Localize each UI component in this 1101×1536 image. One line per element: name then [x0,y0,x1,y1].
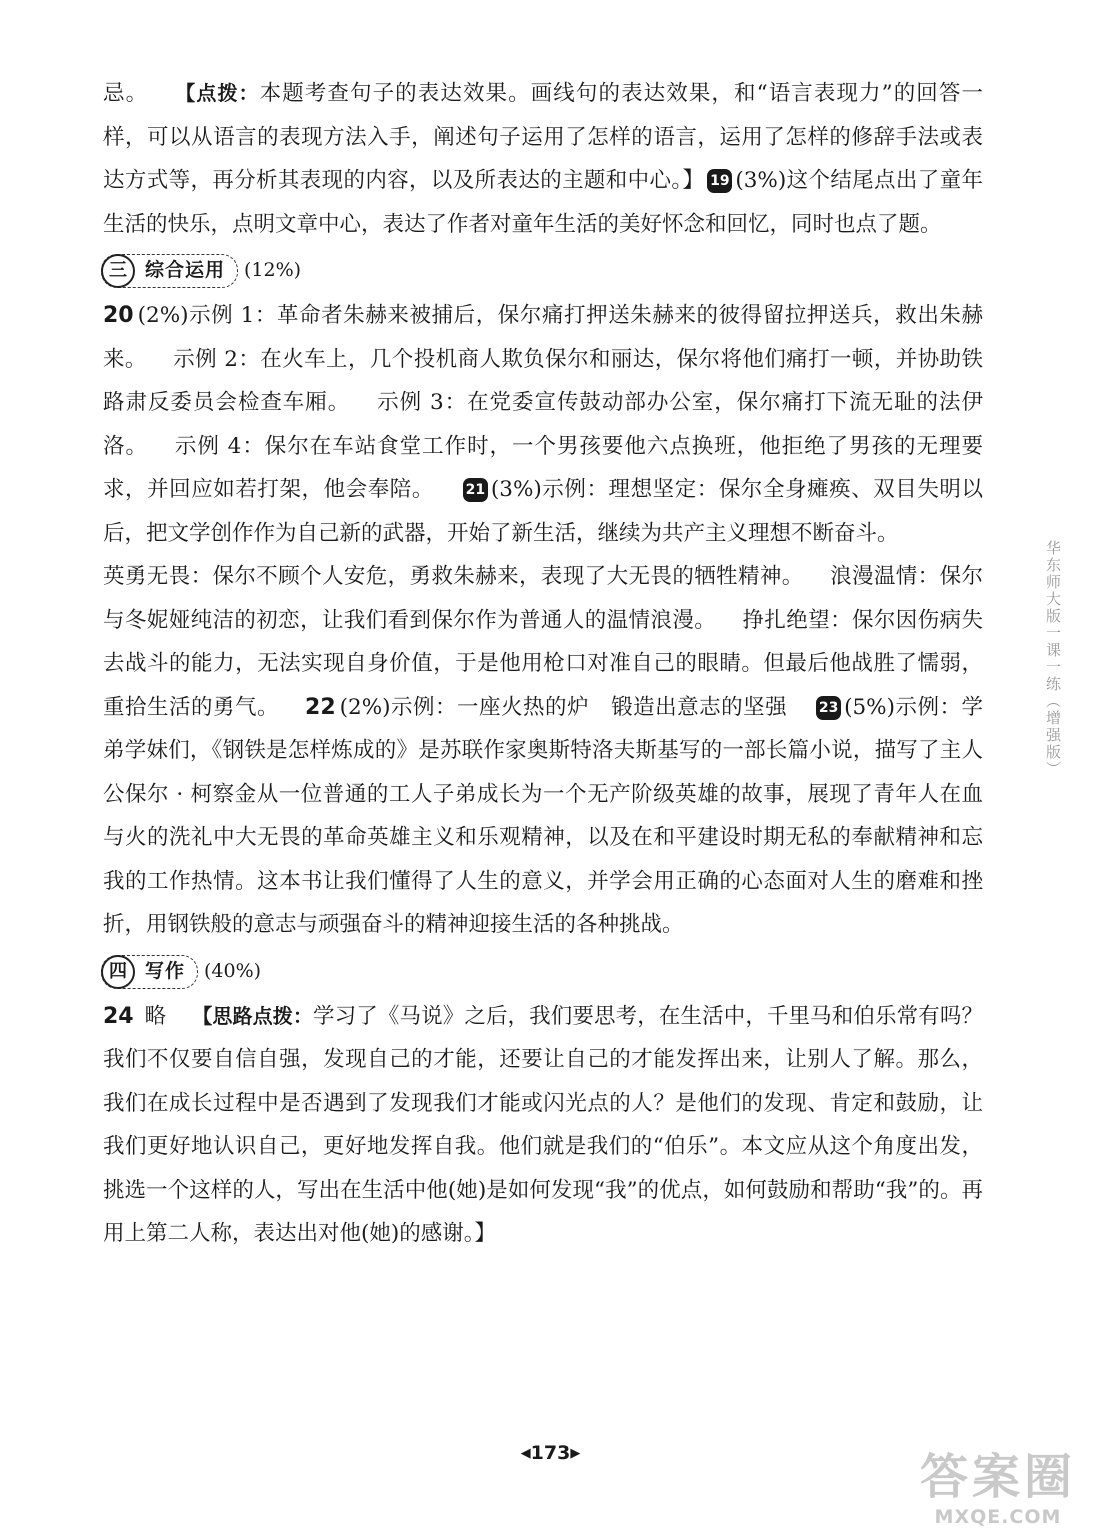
question-number: 24 [103,1003,134,1029]
question-number-badge: 21 [463,478,488,502]
hint-label: 【思路点拨： [192,1003,314,1028]
q22-answer-text: (2%)示例：一座火热的炉 锻造出意志的坚强 [339,694,788,720]
question-number-badge: 19 [707,169,732,193]
q20-example-3: 示例 3：在党委宣传鼓动部办公室，保尔痛打下流无耻的法伊洛。 [103,390,983,459]
section-number-circle: 四 [101,955,135,989]
section-title: 写作 [145,959,186,982]
watermark [903,1448,1093,1532]
question-number: 20 [103,303,134,328]
q23-answer-text: (5%)示例：学弟学妹们，《钢铁是怎样炼成的》是苏联作家奥斯特洛夫斯基写的一部长篇小说，描写了主人公保尔 · 柯察金从一位普通的工人子弟成长为一个无产阶级英雄的故事，展现了青年人在血与火的洗礼中大无畏的革命英雄主义和乐观精神，以及在和平建设时期无私的奉献精神和忘我的工作热情。这本书让我们懂得了人生的意义，并学会用正确的心态面对人生的磨难和挫折，用钢铁般的意志与顽强奋斗的精神迎接生活的各种挑战。 [103,694,983,937]
section-header-3 [101,248,983,294]
q18-tail-text: 忌。 [103,81,149,106]
question-number: 22 [305,694,336,720]
answer-block-q20-q21 [103,294,983,555]
answer-block-q21-q23 [103,555,983,947]
q21-answer-text: (3%)示例：理想坚定：保尔全身瘫痪、双目失明以后，把文学创作作为自己新的武器，开始了新生活，继续为共产主义理想不断奋斗。 [103,477,983,546]
right-triangle-icon: ▶ [570,1446,581,1461]
watermark-url: MXQE.COM [934,1506,1062,1528]
section-score: (40%) [204,959,262,982]
q24-answer: 略 [144,1003,167,1029]
question-number-badge: 23 [816,696,841,720]
left-triangle-icon: ◀ [520,1446,531,1461]
q21-answer-text-2: 英勇无畏：保尔不顾个人安危，勇救朱赫来，表现了大无畏的牺牲精神。 [103,564,804,589]
section-score: (12%) [244,259,302,282]
side-book-title: 华东师大版一课一练（增强版） [1044,540,1062,778]
q20-example-1: 示例 1：革命者朱赫来被捕后，保尔痛打押送朱赫来的彼得留拉押送兵，救出朱赫来。 [103,303,983,372]
q19-answer-text: (3%)这个结尾点出了童年生活的快乐，点明文章中心，表达了作者对童年生活的美好怀念和回忆，同时也点了题。 [103,168,983,237]
q20-example-2: 示例 2：在火车上，几个投机商人欺负保尔和丽达，保尔将他们痛打一顿，并协助铁路肃反委员会检查车厢。 [103,346,983,415]
section-header-4 [101,949,983,995]
watermark-title: 答案圈 [919,1449,1076,1505]
answer-block-q18-q19 [103,72,983,246]
section-tag [101,254,238,288]
answer-block-q24 [103,995,983,1256]
hint-text: 学习了《马说》之后，我们要思考，在生活中，千里马和伯乐常有吗？我们不仅要自信自强，发现自己的才能，还要让自己的才能发挥出来，让别人了解。那么，我们在成长过程中是否遇到了发现我们才能或闪光点的人？是他们的发现、肯定和鼓励，让我们更好地认识自己，更好地发挥自我。他们就是我们的“伯乐”。本文应从这个角度出发，挑选一个这样的人，写出在生活中他(她)是如何发现“我”的优点，如何鼓励和帮助“我”的。再用上第二人称，表达出对他(她)的感谢。】 [103,1003,983,1246]
hint-label: 【点拨： [174,81,260,105]
section-title: 综合运用 [145,259,226,282]
q21-answer-text-3: 浪漫温情：保尔与冬妮娅纯洁的初恋，让我们看到保尔作为普通人的温情浪漫。 [103,564,983,633]
q20-example-4: 示例 4：保尔在车站食堂工作时，一个男孩要他六点换班，他拒绝了男孩的无理要求，并回应如若打架，他会奉陪。 [103,433,983,502]
section-number-circle: 三 [101,254,135,288]
answer-content [103,72,983,1256]
section-tag [101,955,198,989]
page-number-value: 173 [530,1442,571,1464]
q21-answer-text-4: 挣扎绝望：保尔因伤病失去战斗的能力，无法实现自身价值，于是他用枪口对准自己的眼睛。但最后他战胜了懦弱，重拾生活的勇气。 [103,607,983,720]
hint-text: 本题考查句子的表达效果。画线句的表达效果，和“语言表现力”的回答一样，可以从语言的表现方法入手，阐述句子运用了怎样的语言，运用了怎样的修辞手法或表达方式等，再分析其表现的内容，以及所表达的主题和中心。】 [103,81,983,193]
q20-score: (2%) [137,303,189,328]
